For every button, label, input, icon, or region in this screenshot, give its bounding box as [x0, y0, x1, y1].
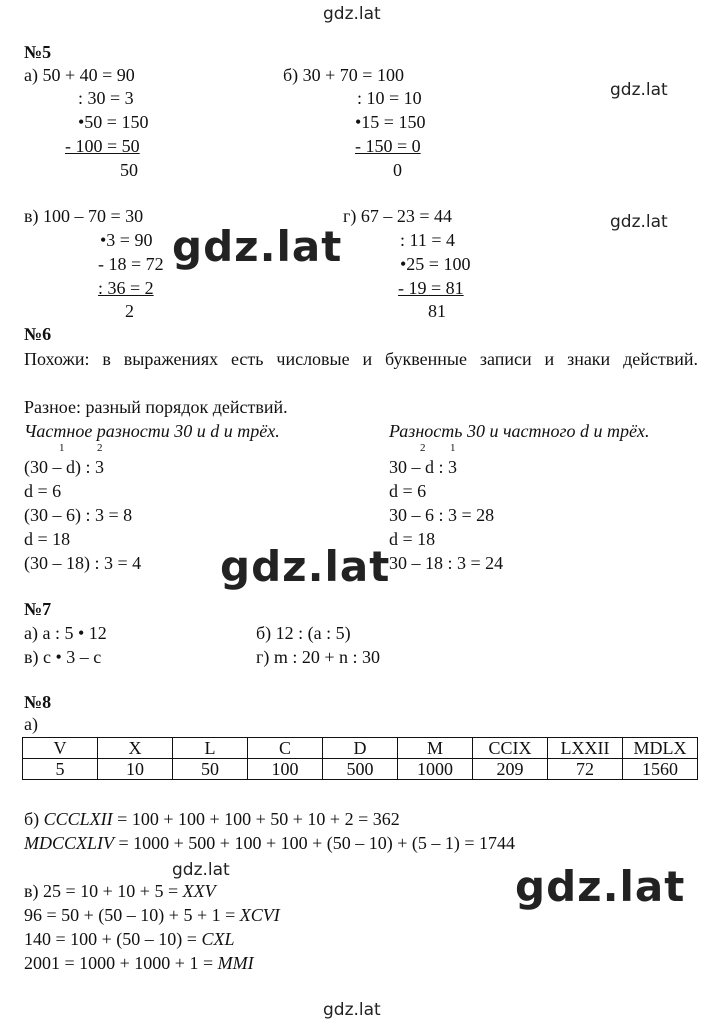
n5-a-result: 50 — [120, 160, 138, 180]
watermark-big-2: gdz.lat — [220, 542, 391, 591]
n8-v-roman: XXV — [182, 881, 216, 901]
n5-v-line-2: •3 = 90 — [100, 230, 153, 250]
table-cell: 50 — [173, 759, 248, 780]
table-cell: D — [323, 738, 398, 759]
table-cell: 500 — [323, 759, 398, 780]
n6-right-order-1: 1 — [450, 442, 456, 454]
n5-b-line-3: •15 = 150 — [355, 112, 426, 132]
n6-right-line-3: 30 – 6 : 3 = 28 — [389, 505, 495, 525]
n8-b-expr-1: = 100 + 100 + 100 + 50 + 10 + 2 = 362 — [112, 809, 400, 829]
n8-b-line-2 — [24, 832, 515, 854]
n6-left-order-2: 2 — [97, 442, 103, 454]
table-cell: 72 — [548, 759, 623, 780]
n6-right-line-1: 30 – d : 3 — [389, 457, 458, 477]
roman-numerals-table — [22, 737, 698, 780]
n8-b-roman-1: CCCLXII — [43, 809, 113, 829]
n5-b-line-2: : 10 = 10 — [357, 88, 422, 108]
n6-right-order-2: 2 — [420, 442, 426, 454]
n8-b-roman-2: MDCCXLIV — [24, 833, 114, 853]
table-cell: L — [173, 738, 248, 759]
n5-g-line-2: : 11 = 4 — [400, 230, 455, 250]
n7-v: в) c • 3 – c — [24, 647, 102, 667]
n8-b-expr-2: = 1000 + 500 + 100 + 100 + (50 – 10) + (5 – 1) = 1744 — [114, 833, 516, 853]
n6-left-line-4: d = 18 — [24, 529, 71, 549]
table-cell: 209 — [473, 759, 548, 780]
n8-v-line-3 — [24, 928, 234, 950]
n6-left-order-1: 1 — [59, 442, 65, 454]
n5-g-line-4: - 19 = 81 — [398, 278, 464, 298]
n8-title: №8 — [24, 692, 52, 712]
table-cell: CCIX — [473, 738, 548, 759]
table-cell: MDLX — [623, 738, 698, 759]
watermark-big-3: gdz.lat — [515, 862, 686, 911]
table-cell: 10 — [98, 759, 173, 780]
n5-a-line-2: : 30 = 3 — [78, 88, 134, 108]
table-cell: M — [398, 738, 473, 759]
n8-v-roman: MMI — [217, 953, 254, 973]
n5-a-line-4: - 100 = 50 — [65, 136, 140, 156]
n5-b-result: 0 — [393, 160, 402, 180]
n6-left-line-3: (30 – 6) : 3 = 8 — [24, 505, 133, 525]
n8-v-roman: CXL — [201, 929, 235, 949]
n6-right-line-4: d = 18 — [389, 529, 436, 549]
n5-a-line-1: а) 50 + 40 = 90 — [24, 65, 135, 85]
n8-a-label: а) — [24, 714, 38, 734]
watermark-bottom: gdz.lat — [323, 1000, 381, 1020]
n5-g-line-3: •25 = 100 — [400, 254, 471, 274]
n7-a: а) a : 5 • 12 — [24, 623, 107, 643]
watermark-small-mid: gdz.lat — [172, 860, 230, 880]
table-cell: 1000 — [398, 759, 473, 780]
table-cell: LXXII — [548, 738, 623, 759]
n8-v-expr: в) 25 = 10 + 10 + 5 = — [24, 881, 183, 901]
n6-left-line-2: d = 6 — [24, 481, 62, 501]
table-cell: V — [23, 738, 98, 759]
table-cell: 5 — [23, 759, 98, 780]
n5-b-line-1: б) 30 + 70 = 100 — [283, 65, 404, 85]
n8-b-prefix: б) — [24, 809, 44, 829]
n6-left-heading: Частное разности 30 и d и трёх. — [24, 421, 280, 441]
n6-left-line-5: (30 – 18) : 3 = 4 — [24, 553, 142, 573]
n8-v-line-1 — [24, 880, 216, 902]
n5-b-line-4: - 150 = 0 — [355, 136, 421, 156]
n5-a-line-3: •50 = 150 — [78, 112, 149, 132]
n7-title: №7 — [24, 599, 52, 619]
n6-right-line-2: d = 6 — [389, 481, 427, 501]
n5-g-result: 81 — [428, 301, 446, 321]
n8-v-expr: 96 = 50 + (50 – 10) + 5 + 1 = — [24, 905, 240, 925]
n6-right-line-5: 30 – 18 : 3 = 24 — [389, 553, 504, 573]
n8-v-expr: 2001 = 1000 + 1000 + 1 = — [24, 953, 218, 973]
n5-v-line-3: - 18 = 72 — [98, 254, 164, 274]
watermark-top: gdz.lat — [323, 4, 381, 24]
n6-title: №6 — [24, 324, 52, 344]
n5-g-line-1: г) 67 – 23 = 44 — [343, 206, 453, 226]
table-row — [23, 759, 698, 780]
watermark-right-2: gdz.lat — [610, 212, 668, 232]
n8-v-line-2 — [24, 904, 280, 926]
n8-b-line-1 — [24, 808, 400, 830]
watermark-right-1: gdz.lat — [610, 80, 668, 100]
n5-v-line-4: : 36 = 2 — [98, 278, 154, 298]
n6-right-heading: Разность 30 и частного d и трёх. — [389, 421, 650, 441]
watermark-big-1: gdz.lat — [172, 222, 343, 271]
n8-v-roman: XCVI — [239, 905, 280, 925]
n5-v-result: 2 — [125, 301, 134, 321]
n8-v-expr: 140 = 100 + (50 – 10) = — [24, 929, 202, 949]
n6-different: Разное: разный порядок действий. — [24, 397, 288, 417]
table-cell: X — [98, 738, 173, 759]
table-cell: 100 — [248, 759, 323, 780]
table-cell: C — [248, 738, 323, 759]
table-cell: 1560 — [623, 759, 698, 780]
n6-similar: Похожи: в выражениях есть числовые и буквенные записи и знаки действий. — [24, 349, 698, 369]
n8-v-line-4 — [24, 952, 254, 974]
n5-v-line-1: в) 100 – 70 = 30 — [24, 206, 144, 226]
table-row — [23, 738, 698, 759]
n6-left-line-1: (30 – d) : 3 — [24, 457, 104, 477]
n7-b: б) 12 : (a : 5) — [256, 623, 351, 643]
n5-title: №5 — [24, 42, 52, 62]
n7-g: г) m : 20 + n : 30 — [256, 647, 381, 667]
